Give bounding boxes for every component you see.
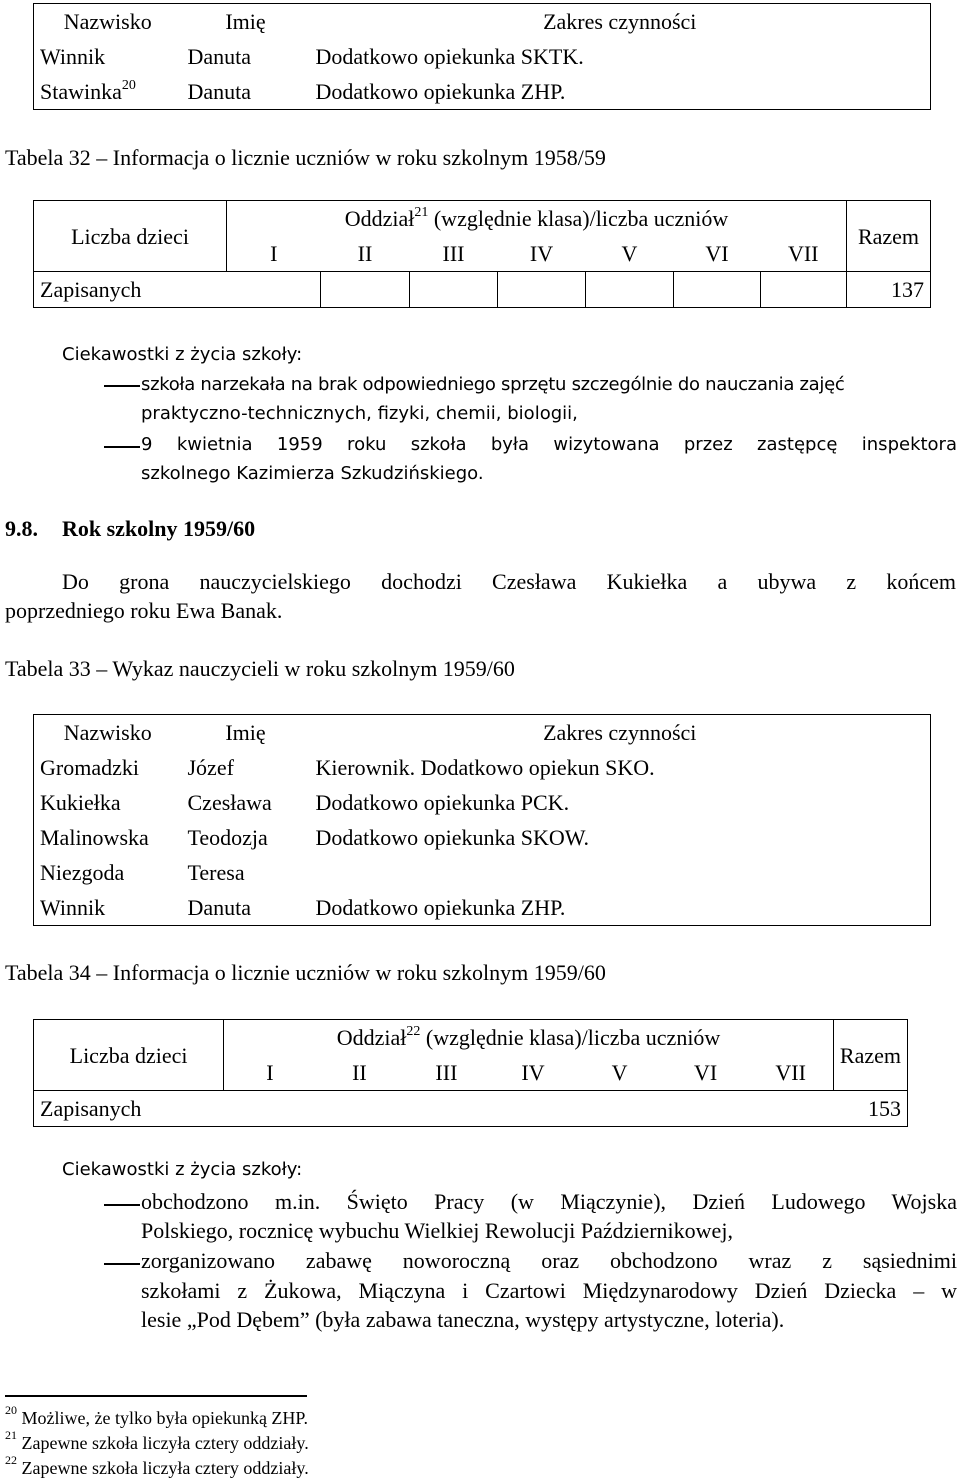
bullet-text-cont: szkolnego Kazimierza Szkudzińskiego.: [141, 463, 484, 484]
group-label-rest: (względnie klasa)/liczba uczniów: [428, 206, 729, 231]
header-name: Imię: [182, 4, 310, 40]
table-row: [34, 272, 931, 308]
class-label: V: [621, 241, 638, 266]
bullet-dash: [104, 1204, 140, 1206]
footnote-number: 20: [5, 1403, 17, 1417]
class-label: III: [442, 241, 465, 266]
bullet-dash: [104, 385, 140, 387]
class-label: III: [435, 1060, 458, 1085]
table-row: [34, 1091, 908, 1127]
footnote: [5, 1403, 308, 1429]
row-label: Zapisanych: [34, 272, 227, 308]
bullet-text-cont: lesie „Pod Dębem” (była zabawa taneczna, występy artystyczne, loteria).: [141, 1307, 785, 1332]
table-header-row: [34, 4, 931, 40]
cell-name: Teresa: [187, 860, 245, 885]
table-header-row: [34, 201, 931, 237]
class-label: IV: [521, 1060, 545, 1085]
class-label: IV: [529, 241, 554, 266]
footnote-ref: 20: [121, 77, 136, 93]
class-label: II: [357, 241, 373, 266]
section-heading: Ciekawostki z życia szkoły:: [62, 344, 303, 365]
class-label: I: [224, 1055, 316, 1091]
cell-duties: Kierownik. Dodatkowo opiekun SKO.: [310, 750, 931, 785]
header-surname: Nazwisko: [34, 4, 182, 40]
header-group: [227, 201, 847, 237]
cell-surname: Winnik: [34, 890, 182, 926]
table-row: [34, 74, 931, 110]
header-duties: Zakres czynności: [310, 4, 931, 40]
table33-caption: Tabela 33 – Wykaz nauczycieli w roku szkolnym 1959/60: [5, 656, 515, 681]
table-row: [34, 820, 931, 855]
class-label: VI: [705, 241, 729, 266]
bullet-text: obchodzono m.in. Święto Pracy (w Miączynie), Dzień Ludowego Wojska: [141, 1189, 957, 1214]
cell-duties: [310, 855, 931, 890]
section-number: 9.8.: [5, 516, 38, 541]
footnote-ref: 21: [414, 204, 429, 220]
header-group: [224, 1020, 834, 1056]
teacher-table-continued: [33, 3, 931, 110]
footnote: [5, 1428, 309, 1454]
paragraph: Do grona nauczycielskiego dochodzi Czesława Kukiełka a ubywa z końcem: [62, 569, 956, 594]
cell-surname: Kukiełka: [34, 785, 182, 820]
class-label: VI: [694, 1060, 718, 1085]
cell-name: Danuta: [182, 890, 310, 926]
footnote: [5, 1453, 309, 1479]
footnote-text: Zapewne szkoła liczyła cztery oddziały.: [21, 1433, 309, 1453]
cell-surname: Winnik: [40, 44, 106, 69]
header-total: Razem: [847, 201, 931, 272]
table-row: [34, 750, 931, 785]
cell-duties: Dodatkowo opiekunka ZHP.: [310, 74, 931, 110]
header-children-count: Liczba dzieci: [34, 1020, 224, 1091]
table34: [33, 1019, 908, 1127]
cell-duties: Dodatkowo opiekunka ZHP.: [310, 890, 931, 926]
cell-name: Danuta: [187, 44, 252, 69]
cell-duties: Dodatkowo opiekunka SKTK.: [310, 39, 931, 74]
footnote-number: 21: [5, 1428, 17, 1442]
table-header-row: [34, 1020, 908, 1056]
bullet-dash: [104, 446, 140, 448]
bullet-text: szkoła narzekała na brak odpowiedniego sprzętu szczególnie do nauczania zajęć: [141, 374, 845, 395]
table-row: [34, 39, 931, 74]
cell-name: Józef: [187, 755, 234, 780]
paragraph-cont: poprzedniego roku Ewa Banak.: [5, 598, 283, 623]
cell-name: Danuta: [182, 74, 310, 110]
footnote-text: Zapewne szkoła liczyła cztery oddziały.: [21, 1458, 309, 1478]
group-label: Oddział: [336, 1025, 407, 1050]
class-label: VII: [761, 236, 847, 272]
header-total: Razem: [833, 1020, 907, 1091]
class-label: V: [611, 1060, 628, 1085]
section-title: Rok szkolny 1959/60: [62, 516, 256, 541]
bullet-text-cont: szkołami z Żukowa, Miączyna i Czartowi Międzynarodowy Dzień Dziecka – w: [141, 1278, 957, 1303]
bullet-text: 9 kwietnia 1959 roku szkoła była wizytowana przez zastępcę inspektora: [141, 434, 957, 455]
table-row: [34, 890, 931, 926]
bullet-text-cont: Polskiego, rocznicę wybuchu Wielkiej Rewolucji Październikowej,: [141, 1218, 733, 1243]
group-label: Oddział: [344, 206, 415, 231]
footnote-separator: [5, 1395, 307, 1397]
cell-surname: Stawinka: [40, 79, 122, 104]
bullet-text-cont: praktyczno-technicznych, fizyki, chemii, biologii,: [141, 403, 578, 424]
table34-caption: Tabela 34 – Informacja o licznie uczniów w roku szkolnym 1959/60: [5, 960, 606, 985]
header-children-count: Liczba dzieci: [34, 201, 227, 272]
table32: [33, 200, 931, 308]
row-total: 153: [833, 1091, 907, 1127]
footnote-number: 22: [5, 1453, 17, 1467]
section-heading: Ciekawostki z życia szkoły:: [62, 1159, 303, 1180]
row-total: 137: [847, 272, 931, 308]
footnote-text: Możliwe, że tylko była opiekunką ZHP.: [21, 1408, 308, 1428]
table-row: [34, 855, 931, 890]
table33: [33, 714, 931, 926]
group-label-rest: (względnie klasa)/liczba uczniów: [420, 1025, 721, 1050]
row-label: Zapisanych: [34, 1091, 224, 1127]
cell-name: Czesława: [187, 790, 272, 815]
cell-duties: Dodatkowo opiekunka SKOW.: [310, 820, 931, 855]
header-surname: Nazwisko: [34, 715, 182, 751]
class-label: II: [352, 1060, 367, 1085]
cell-surname: Malinowska: [34, 820, 182, 855]
class-label: VII: [748, 1055, 833, 1091]
bullet-dash: [104, 1263, 140, 1265]
cell-name: Teodozja: [187, 825, 268, 850]
table32-caption: Tabela 32 – Informacja o licznie uczniów w roku szkolnym 1958/59: [5, 145, 606, 170]
bullet-text: zorganizowano zabawę noworoczną oraz obchodzono wraz z sąsiednimi: [141, 1248, 957, 1273]
header-duties: Zakres czynności: [310, 715, 931, 751]
cell-surname: Niezgoda: [34, 855, 182, 890]
header-name: Imię: [182, 715, 310, 751]
class-label: I: [227, 236, 321, 272]
table-row: [34, 785, 931, 820]
cell-duties: Dodatkowo opiekunka PCK.: [310, 785, 931, 820]
footnote-ref: 22: [406, 1023, 421, 1039]
cell-surname: Gromadzki: [34, 750, 182, 785]
table-header-row: [34, 715, 931, 751]
